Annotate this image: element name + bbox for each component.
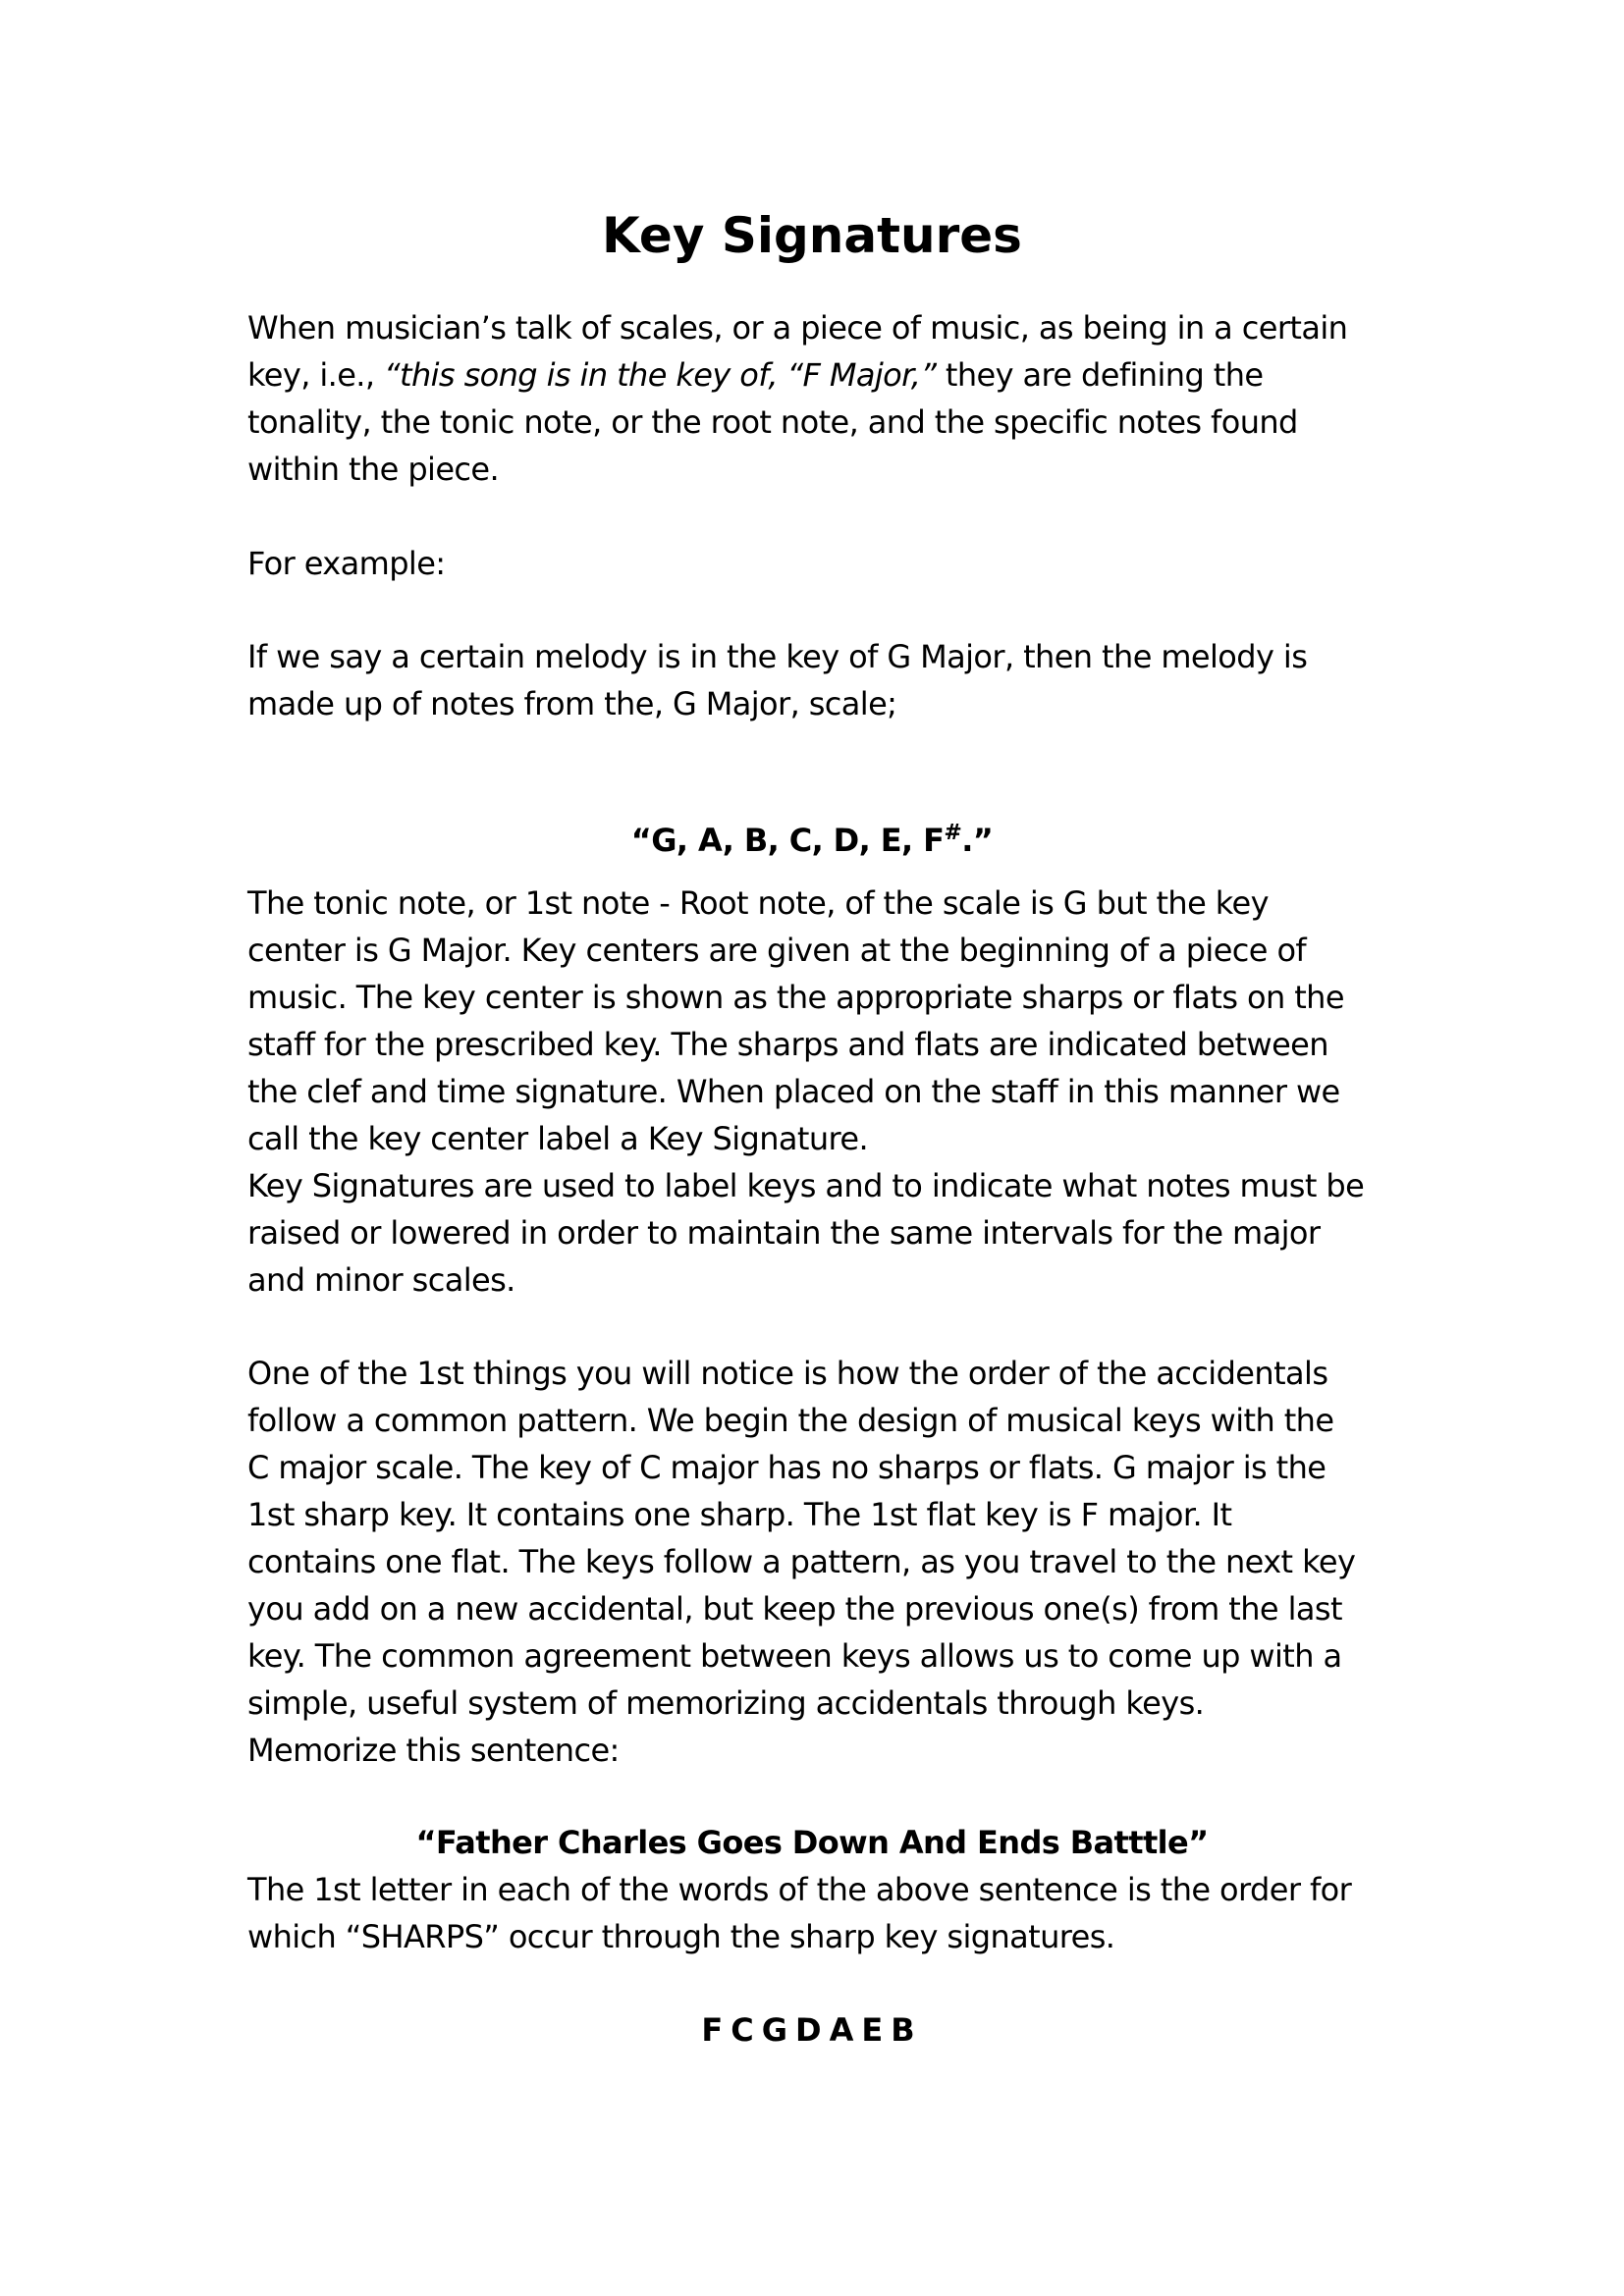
tonic-line-8: raised or lowered in order to maintain the same intervals for the major [247,1214,1321,1252]
pattern-line-8: simple, useful system of memorizing accidentals through keys. [247,1684,1205,1722]
scale-notes: “G, A, B, C, D, E, F [630,822,945,859]
intro-paragraph [247,304,1396,493]
tonic-line-7: Key Signatures are used to label keys and to indicate what notes must be [247,1167,1365,1204]
mnemonic-line-1: The 1st letter in each of the words of the above sentence is the order for [247,1871,1352,1908]
tonic-line-2: center is G Major. Key centers are given at the beginning of a piece of [247,932,1307,969]
intro-quote: “this song is in the key of, “F Major,” [384,356,937,394]
pattern-line-7: key. The common agreement between keys allows us to come up with a [247,1637,1342,1675]
mnemonic-sentence: “Father Charles Goes Down And Ends Batttle” [415,1824,1209,1861]
page-title: Key Signatures [602,207,1022,264]
intro-line-4: within the piece. [247,451,500,488]
g-major-paragraph [247,633,1396,727]
mnemonic-line-2: which “SHARPS” occur through the sharp key signatures. [247,1918,1115,1955]
intro-line-2-end: they are defining the [936,356,1264,394]
intro-line-2 [247,351,1396,399]
example-label-text: For example: [247,545,446,582]
pattern-line-2: follow a common pattern. We begin the design of musical keys with the [247,1402,1334,1439]
intro-line-1: When musician’s talk of scales, or a piece of music, as being in a certain [247,309,1348,347]
mnemonic-paragraph [247,1866,1396,1960]
pattern-line-1: One of the 1st things you will notice is how the order of the accidentals [247,1355,1328,1392]
intro-line-3: tonality, the tonic note, or the root note, and the specific notes found [247,403,1298,441]
sharps-order: FCGDAEB [701,2011,923,2049]
pattern-line-5: contains one flat. The keys follow a pattern, as you travel to the next key [247,1543,1356,1580]
g-major-scale-notes [0,817,1624,864]
scale-close: .” [961,822,994,859]
pattern-line-6: you add on a new accidental, but keep the previous one(s) from the last [247,1590,1342,1628]
intro-line-2-start: key, i.e., [247,356,385,394]
sharp-sign: # [944,821,962,845]
pattern-line-4: 1st sharp key. It contains one sharp. The 1st flat key is F major. It [247,1496,1232,1533]
pattern-line-9: Memorize this sentence: [247,1732,620,1769]
g-major-line-1: If we say a certain melody is in the key of G Major, then the melody is [247,638,1308,675]
tonic-line-1: The tonic note, or 1st note - Root note, of the scale is G but the key [247,884,1269,922]
tonic-line-6: call the key center label a Key Signature. [247,1120,869,1157]
tonic-line-4: staff for the prescribed key. The sharps and flats are indicated between [247,1026,1328,1063]
tonic-line-9: and minor scales. [247,1261,515,1299]
example-label [247,540,1396,587]
tonic-paragraph [247,880,1396,1304]
tonic-line-3: music. The key center is shown as the appropriate sharps or flats on the [247,979,1344,1016]
g-major-line-2: made up of notes from the, G Major, scale; [247,685,897,722]
tonic-line-5: the clef and time signature. When placed on the staff in this manner we [247,1073,1340,1110]
pattern-paragraph [247,1350,1396,1774]
pattern-line-3: C major scale. The key of C major has no sharps or flats. G major is the [247,1449,1326,1486]
